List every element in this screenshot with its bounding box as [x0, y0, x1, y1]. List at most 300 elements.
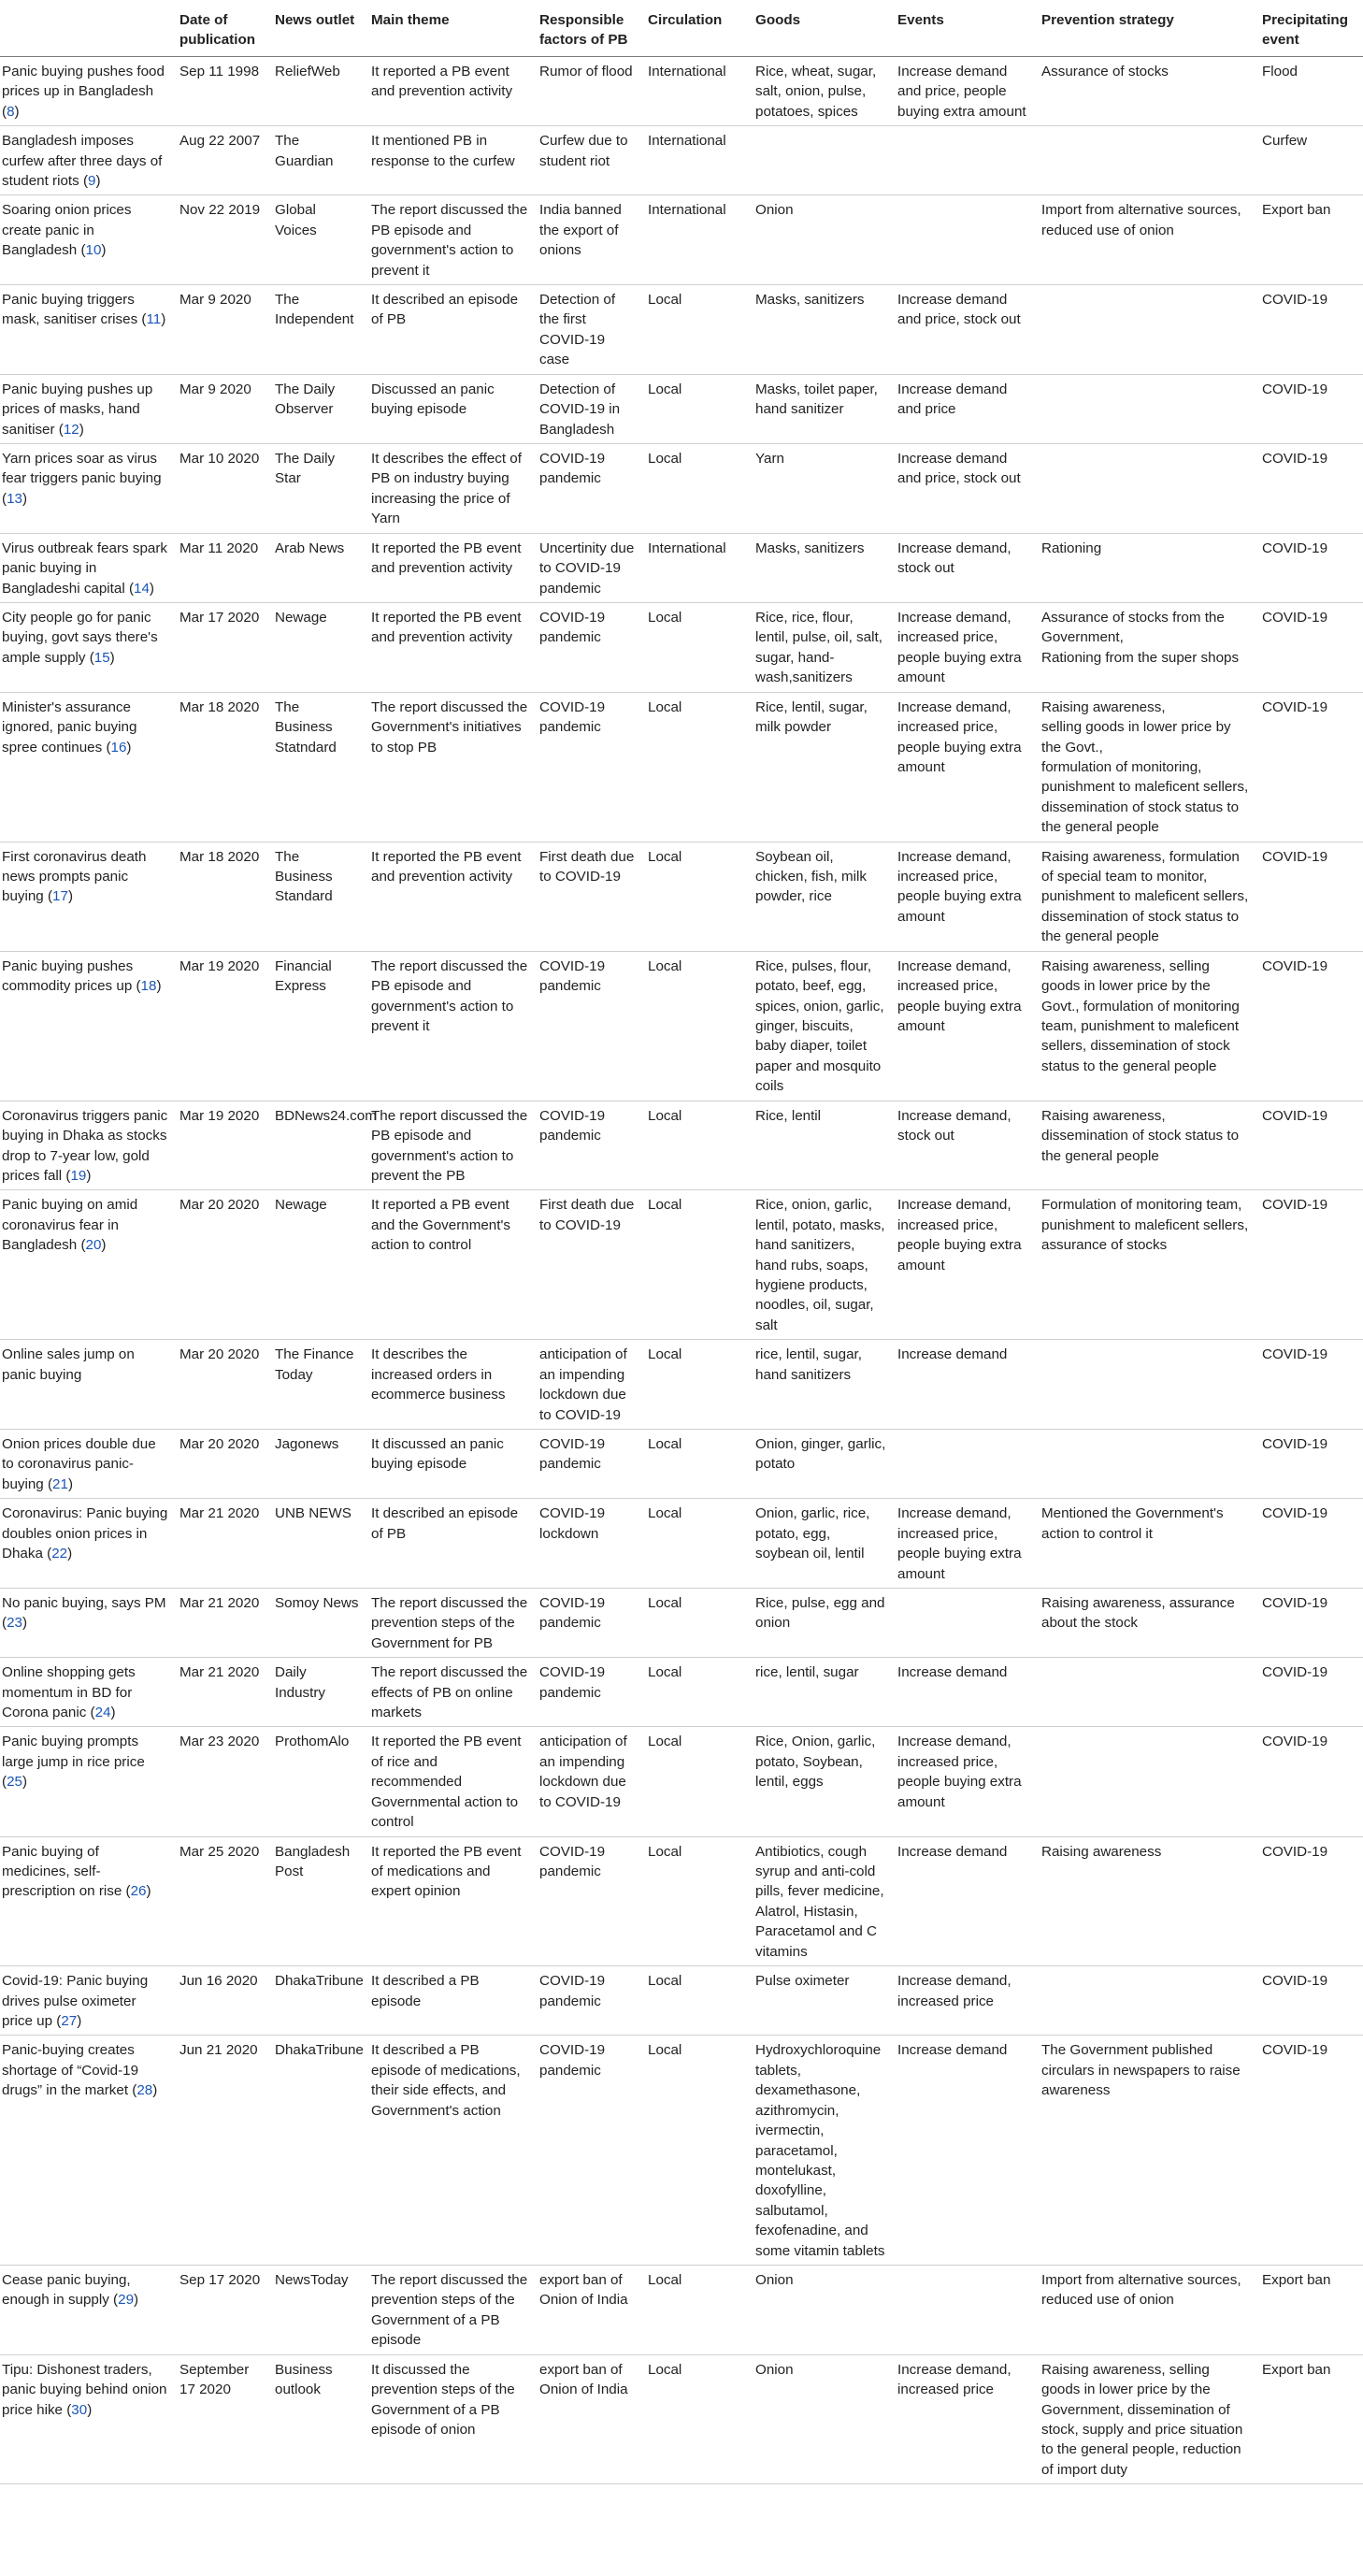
article-title: First coronavirus death news prompts panic buying ( [2, 848, 147, 905]
cell-main-theme: It described an episode of PB [369, 285, 538, 375]
table-row [0, 1588, 1363, 1657]
prevention-line: reduced use of onion [1041, 222, 1174, 238]
cell-title [0, 1190, 178, 1340]
reference-link[interactable]: 16 [110, 739, 127, 756]
cell-date: Jun 16 2020 [178, 1966, 273, 2036]
cell-date: Mar 9 2020 [178, 374, 273, 443]
reference-link[interactable]: 10 [85, 242, 102, 259]
cell-events: Increase demand, increased price, people buying extra amount [896, 1727, 1040, 1836]
cell-outlet: The Business Standard [273, 842, 369, 951]
cell-outlet: Newage [273, 1190, 369, 1340]
article-title: Panic-buying creates shortage of “Covid-19 drugs” in the market ( [2, 2042, 139, 2099]
table-row [0, 2036, 1363, 2266]
cell-events [896, 195, 1040, 285]
reference-close-paren: ) [22, 1615, 28, 1632]
cell-precipitating-event: COVID-19 [1260, 951, 1363, 1101]
article-title: Panic buying of medicines, self-prescription on rise ( [2, 1843, 131, 1900]
cell-factors: export ban of Onion of India [538, 2354, 646, 2484]
reference-close-paren: ) [101, 242, 107, 259]
cell-events: Increase demand, increased price [896, 1966, 1040, 2036]
article-title: Online sales jump on panic buying [2, 1346, 135, 1383]
cell-goods: Masks, sanitizers [753, 285, 896, 375]
reference-link[interactable]: 21 [52, 1475, 68, 1492]
cell-factors: First death due to COVID-19 [538, 842, 646, 951]
cell-title [0, 1966, 178, 2036]
cell-prevention [1040, 1966, 1260, 2036]
cell-main-theme: It reported the PB event and prevention activity [369, 602, 538, 692]
cell-date: Nov 22 2019 [178, 195, 273, 285]
cell-date: Mar 9 2020 [178, 285, 273, 375]
cell-goods: Rice, lentil [753, 1101, 896, 1190]
reference-link[interactable]: 26 [130, 1883, 147, 1900]
reference-link[interactable]: 24 [94, 1705, 111, 1721]
header-date: Date of publication [178, 4, 273, 56]
cell-main-theme: It reported the PB event of medications and expert opinion [369, 1836, 538, 1966]
cell-main-theme: It discussed an panic buying episode [369, 1430, 538, 1499]
cell-circulation: International [646, 533, 753, 602]
cell-events: Increase demand [896, 1340, 1040, 1430]
cell-outlet: Business outlook [273, 2354, 369, 2484]
cell-title [0, 2036, 178, 2266]
cell-precipitating-event: COVID-19 [1260, 1658, 1363, 1727]
cell-date: Mar 17 2020 [178, 602, 273, 692]
cell-events: Increase demand, increased price, people buying extra amount [896, 842, 1040, 951]
cell-prevention: Raising awareness, dissemination of stock status to the general people [1040, 1101, 1260, 1190]
reference-link[interactable]: 27 [61, 2012, 78, 2029]
cell-factors: COVID-19 pandemic [538, 2036, 646, 2266]
cell-title [0, 692, 178, 842]
cell-factors: COVID-19 pandemic [538, 1101, 646, 1190]
cell-factors: anticipation of an impending lockdown due to COVID-19 [538, 1340, 646, 1430]
cell-main-theme: It discussed the prevention steps of the Government of a PB episode of onion [369, 2354, 538, 2484]
reference-close-paren: ) [110, 1705, 116, 1721]
cell-main-theme: The report discussed the prevention steps of the Government of a PB episode [369, 2266, 538, 2355]
cell-events: Increase demand, increased price, people buying extra amount [896, 692, 1040, 842]
header-row [0, 4, 1363, 56]
cell-title [0, 2266, 178, 2355]
cell-precipitating-event: COVID-19 [1260, 602, 1363, 692]
cell-title [0, 1340, 178, 1430]
table-row [0, 602, 1363, 692]
reference-link[interactable]: 13 [7, 490, 22, 507]
table-row [0, 1340, 1363, 1430]
cell-main-theme: It described an episode of PB [369, 1499, 538, 1589]
table-row [0, 126, 1363, 195]
cell-events: Increase demand and price, stock out [896, 444, 1040, 534]
cell-circulation: Local [646, 1340, 753, 1430]
reference-link[interactable]: 28 [136, 2082, 153, 2099]
cell-factors: COVID-19 pandemic [538, 602, 646, 692]
table-row [0, 444, 1363, 534]
reference-link[interactable]: 23 [7, 1615, 22, 1632]
cell-prevention: Mentioned the Government's action to control it [1040, 1499, 1260, 1589]
reference-link[interactable]: 20 [85, 1237, 102, 1254]
table-row [0, 533, 1363, 602]
reference-close-paren: ) [146, 1883, 151, 1900]
header-main-theme: Main theme [369, 4, 538, 56]
cell-events [896, 1430, 1040, 1499]
reference-link[interactable]: 17 [52, 888, 68, 905]
cell-precipitating-event: Export ban [1260, 195, 1363, 285]
article-title: Cease panic buying, enough in supply ( [2, 2272, 131, 2309]
cell-prevention [1040, 602, 1260, 692]
cell-prevention: Raising awareness, selling goods in lower price by the Government, dissemination of stock, supply and price situation to the general people, reduction of import duty [1040, 2354, 1260, 2484]
cell-outlet: DhakaTribune [273, 2036, 369, 2266]
prevention-line: selling goods in lower price by the Govt., [1041, 719, 1231, 756]
reference-link[interactable]: 29 [118, 2292, 135, 2309]
table-row [0, 692, 1363, 842]
cell-circulation: Local [646, 2354, 753, 2484]
article-title: Virus outbreak fears spark panic buying in Bangladeshi capital ( [2, 540, 167, 597]
cell-outlet: The Daily Observer [273, 374, 369, 443]
cell-main-theme: It reported the PB event of rice and recommended Governmental action to control [369, 1727, 538, 1836]
cell-goods: Antibiotics, cough syrup and anti-cold pills, fever medicine, Alatrol, Histasin, Paracetamol and C vitamins [753, 1836, 896, 1966]
cell-prevention [1040, 444, 1260, 534]
cell-main-theme: The report discussed the PB episode and government's action to prevent it [369, 195, 538, 285]
cell-title [0, 951, 178, 1101]
header-prevention: Prevention strategy [1040, 4, 1260, 56]
cell-precipitating-event: COVID-19 [1260, 1727, 1363, 1836]
cell-outlet: Bangladesh Post [273, 1836, 369, 1966]
reference-close-paren: ) [14, 103, 20, 120]
table-row [0, 2266, 1363, 2355]
reference-close-paren: ) [87, 2401, 93, 2418]
cell-precipitating-event: Export ban [1260, 2354, 1363, 2484]
cell-date: Mar 20 2020 [178, 1190, 273, 1340]
cell-goods: Rice, Onion, garlic, potato, Soybean, lentil, eggs [753, 1727, 896, 1836]
cell-title [0, 1727, 178, 1836]
cell-date: Jun 21 2020 [178, 2036, 273, 2266]
cell-events [896, 1588, 1040, 1657]
cell-date: Mar 18 2020 [178, 692, 273, 842]
header-goods: Goods [753, 4, 896, 56]
cell-goods: Pulse oximeter [753, 1966, 896, 2036]
cell-outlet: Daily Industry [273, 1658, 369, 1727]
table-row [0, 1499, 1363, 1589]
reference-close-paren: ) [134, 2292, 139, 2309]
table-row [0, 842, 1363, 951]
cell-outlet: Financial Express [273, 951, 369, 1101]
prevention-line: Assurance of stocks from the Government, [1041, 609, 1225, 646]
cell-main-theme: It reported a PB event and prevention activity [369, 56, 538, 125]
cell-title [0, 195, 178, 285]
cell-factors: COVID-19 pandemic [538, 951, 646, 1101]
cell-goods: Onion [753, 195, 896, 285]
reference-close-paren: ) [152, 2082, 158, 2099]
cell-main-theme: It reported a PB event and the Government's action to control [369, 1190, 538, 1340]
cell-circulation: Local [646, 1966, 753, 2036]
table-row [0, 1727, 1363, 1836]
cell-title [0, 602, 178, 692]
cell-factors: COVID-19 pandemic [538, 1966, 646, 2036]
table-body [0, 56, 1363, 2483]
cell-events: Increase demand, increased price [896, 2354, 1040, 2484]
cell-outlet: UNB NEWS [273, 1499, 369, 1589]
article-title: No panic buying, says PM ( [2, 1594, 166, 1632]
reference-close-paren: ) [101, 1237, 107, 1254]
cell-date: Mar 20 2020 [178, 1340, 273, 1430]
cell-prevention: Raising awareness, formulation of special team to monitor, punishment to maleficent sellers, dissemination of stock status to the general people [1040, 842, 1260, 951]
cell-main-theme: The report discussed the effects of PB on online markets [369, 1658, 538, 1727]
header-outlet: News outlet [273, 4, 369, 56]
reference-close-paren: ) [67, 888, 74, 905]
cell-goods: Onion [753, 2354, 896, 2484]
reference-close-paren: ) [86, 1167, 92, 1184]
cell-goods: Onion, ginger, garlic, potato [753, 1430, 896, 1499]
cell-goods: Rice, pulse, egg and onion [753, 1588, 896, 1657]
cell-goods: Masks, toilet paper, hand sanitizer [753, 374, 896, 443]
cell-title [0, 533, 178, 602]
prevention-line: Raising awareness, [1041, 698, 1166, 715]
cell-precipitating-event: COVID-19 [1260, 842, 1363, 951]
cell-factors: anticipation of an impending lockdown due to COVID-19 [538, 1727, 646, 1836]
reference-close-paren: ) [67, 1546, 73, 1562]
article-title: Minister's assurance ignored, panic buying spree continues ( [2, 698, 137, 756]
cell-factors: COVID-19 pandemic [538, 1430, 646, 1499]
cell-goods: Rice, pulses, flour, potato, beef, egg, spices, onion, garlic, ginger, biscuits, baby diaper, toilet paper and mosquito coils [753, 951, 896, 1101]
reference-close-paren: ) [22, 1774, 28, 1791]
cell-events: Increase demand and price [896, 374, 1040, 443]
table-header [0, 4, 1363, 56]
cell-factors: Rumor of flood [538, 56, 646, 125]
cell-prevention [1040, 195, 1260, 285]
cell-factors: COVID-19 pandemic [538, 692, 646, 842]
reference-close-paren: ) [77, 2012, 82, 2029]
cell-factors: First death due to COVID-19 [538, 1190, 646, 1340]
cell-title [0, 444, 178, 534]
cell-precipitating-event: Export ban [1260, 2266, 1363, 2355]
cell-date: Mar 23 2020 [178, 1727, 273, 1836]
cell-circulation: Local [646, 951, 753, 1101]
cell-factors: COVID-19 pandemic [538, 444, 646, 534]
cell-circulation: Local [646, 692, 753, 842]
cell-precipitating-event: COVID-19 [1260, 1966, 1363, 2036]
reference-link[interactable]: 15 [93, 649, 110, 666]
cell-events: Increase demand [896, 1658, 1040, 1727]
cell-date: Mar 21 2020 [178, 1499, 273, 1589]
cell-goods: rice, lentil, sugar, hand sanitizers [753, 1340, 896, 1430]
cell-precipitating-event: COVID-19 [1260, 1190, 1363, 1340]
cell-title [0, 285, 178, 375]
reference-link[interactable]: 14 [134, 580, 150, 597]
reference-link[interactable]: 9 [88, 172, 96, 189]
cell-circulation: International [646, 195, 753, 285]
cell-circulation: International [646, 56, 753, 125]
cell-main-theme: The report discussed the PB episode and government's action to prevent it [369, 951, 538, 1101]
cell-title [0, 126, 178, 195]
reference-link[interactable]: 12 [63, 421, 79, 438]
cell-circulation: Local [646, 285, 753, 375]
cell-precipitating-event: COVID-19 [1260, 533, 1363, 602]
cell-circulation: Local [646, 374, 753, 443]
cell-circulation: International [646, 126, 753, 195]
cell-title [0, 842, 178, 951]
cell-outlet: Arab News [273, 533, 369, 602]
cell-date: Mar 18 2020 [178, 842, 273, 951]
reference-close-paren: ) [67, 1475, 74, 1492]
cell-goods: Yarn [753, 444, 896, 534]
reference-link[interactable]: 25 [7, 1774, 22, 1791]
reference-close-paren: ) [149, 580, 154, 597]
cell-prevention [1040, 126, 1260, 195]
reference-link[interactable]: 8 [7, 103, 15, 120]
cell-date: Mar 25 2020 [178, 1836, 273, 1966]
article-title: Panic buying triggers mask, sanitiser crises ( [2, 292, 147, 328]
cell-events: Increase demand, increased price, people buying extra amount [896, 951, 1040, 1101]
cell-date: Mar 11 2020 [178, 533, 273, 602]
table-row [0, 1966, 1363, 2036]
cell-precipitating-event: COVID-19 [1260, 1836, 1363, 1966]
table-row [0, 374, 1363, 443]
cell-circulation: Local [646, 1658, 753, 1727]
reference-close-paren: ) [126, 739, 132, 756]
reference-link[interactable]: 19 [70, 1167, 87, 1184]
cell-date: Mar 19 2020 [178, 951, 273, 1101]
cell-events: Increase demand, stock out [896, 533, 1040, 602]
cell-goods: Rice, onion, garlic, lentil, potato, masks, hand sanitizers, hand rubs, soaps, hygiene products, noodles, oil, sugar, salt [753, 1190, 896, 1340]
cell-circulation: Local [646, 842, 753, 951]
table-row [0, 1101, 1363, 1190]
reference-link[interactable]: 30 [71, 2401, 88, 2418]
cell-goods: Onion, garlic, rice, potato, egg, soybean oil, lentil [753, 1499, 896, 1589]
table-row [0, 1658, 1363, 1727]
cell-title [0, 1499, 178, 1589]
cell-outlet: The Daily Star [273, 444, 369, 534]
cell-prevention: Raising awareness [1040, 1836, 1260, 1966]
cell-goods: Hydroxychloroquine tablets, dexamethasone, azithromycin, ivermectin, paracetamol, montelukast, doxofylline, salbutamol, fexofenadine, and some vitamin tablets [753, 2036, 896, 2266]
cell-events: Increase demand, stock out [896, 1101, 1040, 1190]
article-title: Bangladesh imposes curfew after three days of student riots ( [2, 133, 163, 189]
cell-circulation: Local [646, 1499, 753, 1589]
cell-date: Mar 20 2020 [178, 1430, 273, 1499]
reference-link[interactable]: 18 [140, 978, 157, 995]
cell-factors: Curfew due to student riot [538, 126, 646, 195]
cell-title [0, 1658, 178, 1727]
cell-title [0, 1430, 178, 1499]
cell-title [0, 374, 178, 443]
cell-factors: export ban of Onion of India [538, 2266, 646, 2355]
article-title: Coronavirus: Panic buying doubles onion prices in Dhaka ( [2, 1505, 168, 1562]
header-factors: Responsible factors of PB [538, 4, 646, 56]
cell-date: Mar 19 2020 [178, 1101, 273, 1190]
article-title: Panic buying pushes commodity prices up ( [2, 957, 141, 995]
cell-circulation: Local [646, 1727, 753, 1836]
cell-prevention [1040, 285, 1260, 375]
cell-precipitating-event: COVID-19 [1260, 1588, 1363, 1657]
cell-events: Increase demand and price, stock out [896, 285, 1040, 375]
table-row [0, 1430, 1363, 1499]
cell-events: Increase demand [896, 1836, 1040, 1966]
cell-goods: Rice, lentil, sugar, milk powder [753, 692, 896, 842]
cell-date: Sep 11 1998 [178, 56, 273, 125]
cell-outlet: The Finance Today [273, 1340, 369, 1430]
table-row [0, 1836, 1363, 1966]
cell-prevention: Formulation of monitoring team, punishment to maleficent sellers, assurance of stocks [1040, 1190, 1260, 1340]
cell-prevention: Raising awareness, assurance about the stock [1040, 1588, 1260, 1657]
cell-main-theme: It reported the PB event and prevention activity [369, 842, 538, 951]
cell-title [0, 1588, 178, 1657]
article-title: City people go for panic buying, govt says there's ample supply ( [2, 609, 158, 666]
cell-precipitating-event: COVID-19 [1260, 2036, 1363, 2266]
cell-prevention [1040, 692, 1260, 842]
cell-outlet: The Guardian [273, 126, 369, 195]
cell-title [0, 56, 178, 125]
prevention-line: Rationing from the super shops [1041, 649, 1240, 666]
cell-circulation: Local [646, 602, 753, 692]
cell-goods: Rice, wheat, sugar, salt, onion, pulse, potatoes, spices [753, 56, 896, 125]
article-title: Covid-19: Panic buying drives pulse oximeter price up ( [2, 1973, 149, 2029]
cell-outlet: The Business Statndard [273, 692, 369, 842]
cell-circulation: Local [646, 1588, 753, 1657]
article-title: Panic buying pushes food prices up in Bangladesh ( [2, 63, 165, 120]
cell-prevention [1040, 1727, 1260, 1836]
prevention-line: formulation of monitoring, punishment to maleficent sellers, dissemination of stock status to the general people [1041, 758, 1249, 836]
cell-prevention [1040, 1430, 1260, 1499]
table-row [0, 56, 1363, 125]
cell-goods: Soybean oil, chicken, fish, milk powder, rice [753, 842, 896, 951]
cell-main-theme: The report discussed the prevention steps of the Government for PB [369, 1588, 538, 1657]
cell-outlet: The Independent [273, 285, 369, 375]
table-row [0, 285, 1363, 375]
article-title: Panic buying prompts large jump in rice price ( [2, 1734, 145, 1791]
reference-close-paren: ) [79, 421, 84, 438]
cell-precipitating-event: COVID-19 [1260, 285, 1363, 375]
table-row [0, 2354, 1363, 2484]
cell-circulation: Local [646, 1430, 753, 1499]
cell-prevention [1040, 374, 1260, 443]
cell-events [896, 2266, 1040, 2355]
cell-events [896, 126, 1040, 195]
cell-main-theme: It described a PB episode of medications, their side effects, and Government's action [369, 2036, 538, 2266]
cell-main-theme: It described a PB episode [369, 1966, 538, 2036]
cell-precipitating-event: COVID-19 [1260, 1499, 1363, 1589]
cell-factors: COVID-19 pandemic [538, 1588, 646, 1657]
reference-close-paren: ) [95, 172, 101, 189]
cell-outlet: DhakaTribune [273, 1966, 369, 2036]
cell-precipitating-event: Flood [1260, 56, 1363, 125]
cell-prevention [1040, 1340, 1260, 1430]
cell-goods: Onion [753, 2266, 896, 2355]
cell-factors: Uncertinity due to COVID-19 pandemic [538, 533, 646, 602]
article-title: Panic buying pushes up prices of masks, hand sanitiser ( [2, 381, 153, 438]
cell-prevention: Raising awareness, selling goods in lower price by the Govt., formulation of monitoring team, punishment to maleficent sellers, dissemination of stock status to the general people [1040, 951, 1260, 1101]
cell-events: Increase demand, increased price, people buying extra amount [896, 1190, 1040, 1340]
cell-factors: Detection of COVID-19 in Bangladesh [538, 374, 646, 443]
cell-precipitating-event: COVID-19 [1260, 444, 1363, 534]
reference-link[interactable]: 22 [51, 1546, 68, 1562]
cell-main-theme: It mentioned PB in response to the curfew [369, 126, 538, 195]
cell-main-theme: It reported the PB event and prevention activity [369, 533, 538, 602]
cell-circulation: Local [646, 2036, 753, 2266]
cell-circulation: Local [646, 444, 753, 534]
reference-close-paren: ) [109, 649, 115, 666]
cell-outlet: Newage [273, 602, 369, 692]
cell-events: Increase demand, increased price, people buying extra amount [896, 1499, 1040, 1589]
cell-events: Increase demand, increased price, people buying extra amount [896, 602, 1040, 692]
cell-goods: Masks, sanitizers [753, 533, 896, 602]
cell-circulation: Local [646, 1836, 753, 1966]
table-row [0, 951, 1363, 1101]
reference-link[interactable]: 11 [146, 311, 162, 328]
article-title: Tipu: Dishonest traders, panic buying behind onion price hike ( [2, 2361, 167, 2418]
cell-main-theme: The report discussed the Government's initiatives to stop PB [369, 692, 538, 842]
cell-prevention: Import from alternative sources, reduced use of onion [1040, 2266, 1260, 2355]
cell-goods: rice, lentil, sugar [753, 1658, 896, 1727]
cell-outlet: Somoy News [273, 1588, 369, 1657]
reference-close-paren: ) [22, 490, 28, 507]
cell-outlet: Jagonews [273, 1430, 369, 1499]
cell-prevention: Rationing [1040, 533, 1260, 602]
